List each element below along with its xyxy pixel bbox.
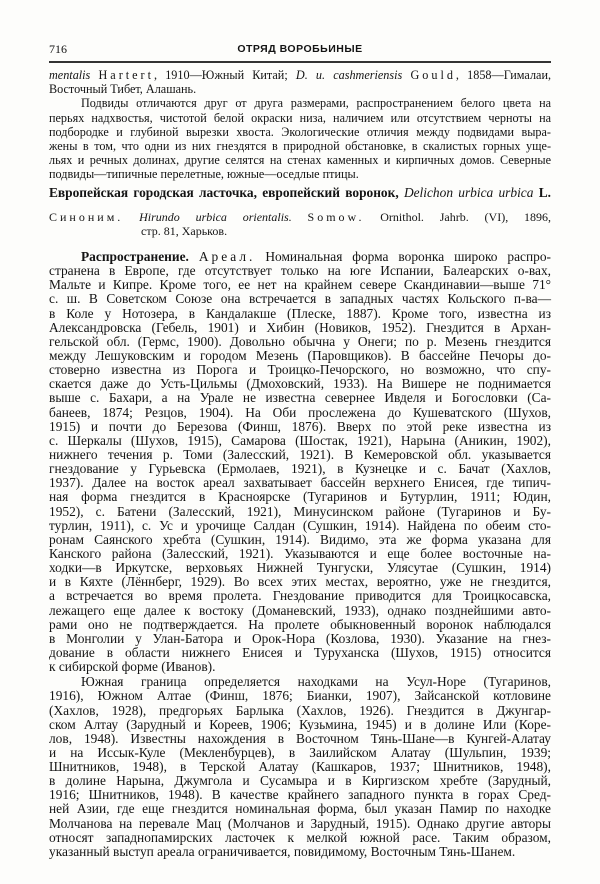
text-line: Молчанова на перевале Мац (Молчанов и Зарудный, 1915). Однако другие авторы bbox=[49, 815, 551, 831]
text-line: Канского района (Залесский, 1921). Указываются и еще более восточные на- bbox=[49, 545, 551, 561]
text-line: с. Шеркалы (Шухов, 1915), Самарова (Шостак, 1921), Нарына (Аникин, 1902), bbox=[49, 432, 551, 448]
synonym-source: Ornithol. Jahrb. (VI), 1896, bbox=[380, 210, 552, 224]
text-line: лов, 1948). Известны нахождения в Восточном Тянь-Шане—в Кунгей-Алатау bbox=[49, 730, 551, 746]
text-line: ском Алтау (Зарудный и Кореев, 1906; Кузьмина, 1945) и в долине Или (Коре- bbox=[49, 716, 551, 732]
distribution-section bbox=[49, 250, 551, 859]
synonym-name: Hirundo urbica orientalis. bbox=[139, 210, 292, 224]
text-line: и на Иссык-Куле (Мекленбурцев), в Заилийском Алатау (Шульпин, 1939; bbox=[49, 744, 551, 760]
text-line: в долине Нарына, Джумгола и Сусамыра и в Киргизском хребте (Зарудный, bbox=[49, 773, 551, 789]
section-heading: Распространение. bbox=[81, 249, 189, 264]
text-line: указанный выступ ареала ограничивается, повидимому, Восточным Тянь-Шанем. bbox=[49, 843, 516, 859]
synonym-block bbox=[49, 210, 551, 238]
range-label: Ареал. bbox=[198, 249, 256, 264]
synonym-source-2: стр. 81, Харьков. bbox=[141, 224, 228, 239]
text-line: подбородке и глубиной вырезки хвоста. Экологические отличия между подвидами выра- bbox=[49, 124, 551, 139]
text-line: нижнего течения р. Томи (Залесский, 1921). В Кемеровской обл. указывается bbox=[49, 446, 551, 462]
intro-continuation bbox=[49, 68, 551, 182]
header-rule bbox=[49, 61, 551, 63]
text: , 1858—Гималаи, bbox=[455, 68, 552, 82]
synonym-author: Somow. bbox=[307, 210, 365, 224]
text-line: относят западнопамирских ласточек к мелкой южной расе. Таким образом, bbox=[49, 829, 551, 845]
text-line: банеев, 1874; Резцов, 1904). На Оби прослежена до Кушеватского (Шухов, bbox=[49, 404, 551, 420]
species-latin-name: Delichon urbica urbica bbox=[403, 185, 534, 200]
text-line: 1937). Далее на восток ареал захватывает бассейн верхнего Енисея, где типич- bbox=[49, 475, 551, 491]
text-line: 1952), с. Батени (Залесский, 1921), Минусинском районе (Тугаринов и Бу- bbox=[49, 503, 551, 519]
page-number: 716 bbox=[49, 42, 67, 56]
text-line: ней Азии, где еще гнездится номинальная форма, был указан Памир по находке bbox=[49, 801, 551, 817]
text-line: к сибирской форме (Иванов). bbox=[49, 659, 216, 675]
text-line: 1915) и почти до Березова (Финш, 1876). Вверх по этой реке известна из bbox=[49, 418, 551, 434]
text-line: а встречается во время пролета. Гнездование приводится для Троицкосавска, bbox=[49, 588, 551, 604]
text-line: Подвиды отличаются друг от друга размерами, распространением белого цвета на bbox=[81, 96, 551, 111]
text-line: подвиды—типичные перелетные, южные—оседлые птицы. bbox=[49, 167, 359, 182]
text-line: ходки—в Иркутске, верховьях Нижней Тунгуски, Улясутае (Сушкин, 1914) bbox=[49, 560, 551, 576]
text-line: в Коле у Нотозера, в Кандалакше (Плеске, 1887). Кроме того, известна из bbox=[49, 305, 551, 321]
intro-line-2: Восточный Тибет, Алашань. bbox=[49, 82, 197, 97]
latin-name: mentalis bbox=[49, 68, 91, 82]
text-line: между Лешуковским и городом Мезень (Паровщиков). В бассейне Печоры до- bbox=[49, 347, 551, 363]
text-line: дование в области нижнего Енисея и Туруханска (Шухов, 1915) относится bbox=[49, 644, 551, 660]
text-line: гнездование у Гурьевска (Ермолаев, 1921), в Кузнецке и с. Бачат (Хахлов, bbox=[49, 461, 551, 477]
text-line: Южная граница определяется находками на Усул-Норе (Тугаринов, bbox=[81, 674, 551, 690]
text-line: Александровска (Гебель, 1901) и Хибин (Новиков, 1952). Гнездится в Архан- bbox=[49, 319, 551, 335]
text-line: льях и речных долинах, другие селятся на стенах каменных и кирпичных домов. Северные bbox=[49, 153, 551, 168]
subspecies-paragraph bbox=[49, 96, 551, 181]
text-line: Мальте и Кипре. Кроме того, ее нет на крайнем севере Скандинавии—выше 71° bbox=[49, 277, 551, 293]
text-line: выше с. Бахари, а на Урале не известна севернее Ивделя и Богословки (Са- bbox=[49, 390, 551, 406]
text-line: с. ш. В Советском Союзе она встречается в западных частях Кольского п-ва— bbox=[49, 291, 551, 307]
text-line: ная форма гнездится в Красноярске (Тугаринов и Бутурлин, 1911; Юдин, bbox=[49, 489, 551, 505]
text-line: перьях надхвостья, чистотой белой окраски низа, наличием или отсутствием черноты на bbox=[49, 110, 551, 125]
text-line: гельской обл. (Гермс, 1900). Довольно обычна у Онеги; по р. Мезень гнездится bbox=[49, 333, 551, 349]
species-author: L. bbox=[533, 185, 551, 200]
text-line: Шнитников, 1948), в Терской Алатау (Кашкаров, 1937; Шнитников, 1948), bbox=[49, 759, 551, 775]
species-common-name: Европейская городская ласточка, европейский воронок, bbox=[49, 185, 404, 200]
distribution-paragraph bbox=[49, 264, 551, 674]
author-name: Hartert bbox=[98, 68, 154, 82]
species-title bbox=[49, 185, 551, 201]
text-line: жены в том, что одни из них гнездятся в природной обстановке, в скалистых горных уще- bbox=[49, 138, 551, 153]
running-title: ОТРЯД ВОРОБЬИНЫЕ bbox=[237, 43, 363, 55]
text: , 1910—Южный Китай; bbox=[154, 68, 296, 82]
text-line: 1916; Шнитников, 1948). В качестве крайнего западного пункта в горах Сред- bbox=[49, 787, 551, 803]
text-line: странена в Европе, где отсутствует только на юге Испании, Балеарских о-вах, bbox=[49, 263, 551, 279]
text-line: и в Кяхте (Лённберг, 1929). Во всех этих местах, вероятно, уже не гнездится, bbox=[49, 574, 551, 590]
text-line: турлин, 1911), с. Ус и урочище Салдан (Сушкин, 1914). Найдена по обеим сто- bbox=[49, 517, 551, 533]
distribution-first-line bbox=[49, 250, 551, 264]
text-line: в Монголии у Улан-Батора и Орок-Нора (Козлова, 1930). Указание на гнез- bbox=[49, 630, 551, 646]
text: Номинальная форма воронка широко распро- bbox=[255, 249, 551, 264]
text-line: 1916), Южном Алтае (Финш, 1876; Бианки, 1907), Зайсанской котловине bbox=[49, 688, 551, 704]
text-line: (Хахлов, 1928), предгорьях Барлыка (Хахлов, 1926). Гнездится в Джунгар- bbox=[49, 702, 551, 718]
text-line: скается даже до Усть-Цильмы (Дмоховский, 1933). На Вишере не поднимается bbox=[49, 376, 551, 392]
text-line: ронам Саянского хребта (Сушкин, 1914). Видимо, эта же форма указана для bbox=[49, 531, 551, 547]
latin-name: D. u. cashmeriensis bbox=[295, 68, 403, 82]
page-header bbox=[49, 42, 551, 58]
author-name: Gould bbox=[410, 68, 456, 82]
text-line: рами оно не подтверждается. На пролете обыкновенный воронок наблюдался bbox=[49, 616, 551, 632]
southern-border-paragraph bbox=[49, 675, 551, 859]
text-line: лежащего еще далее к востоку (Доманевский, 1933), однако позднейшими авто- bbox=[49, 602, 551, 618]
text-line: стоверно известна из Порога и Троицко-Печорского, но возможно, что спу- bbox=[49, 362, 551, 378]
synonym-label: Синоним. bbox=[49, 210, 124, 224]
intro-line-1 bbox=[49, 68, 551, 82]
